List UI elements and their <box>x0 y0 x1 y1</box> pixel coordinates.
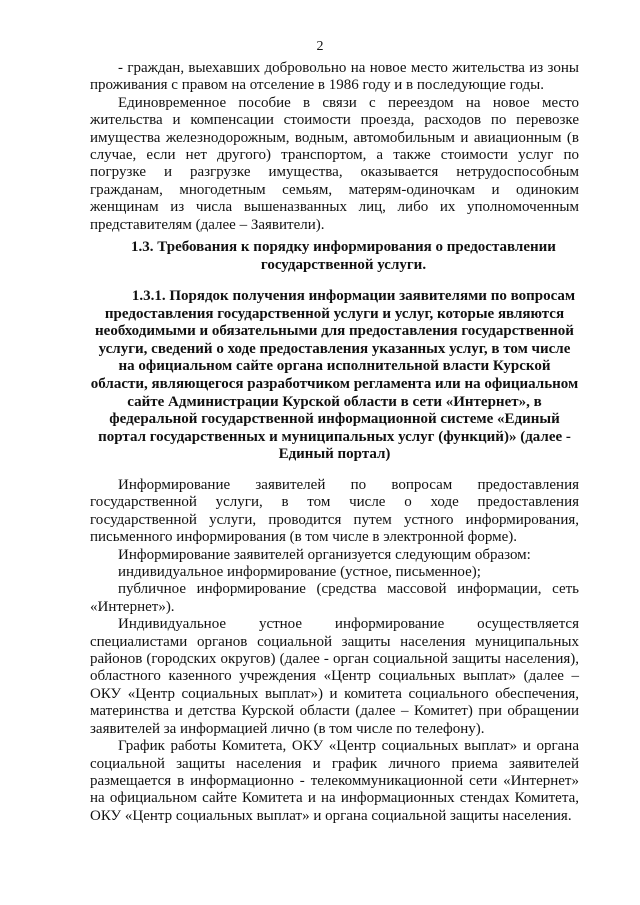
page-number: 2 <box>316 39 324 54</box>
intro-paragraph-2: Единовременное пособие в связи с переездом на новое место жительства и компенсации стоимости проезда, расходов по перевозке имущества железнодорожным, водным, автомобильным и авиационным (в случае, если нет другого) транспортом, а также стоимости услуг по погрузке и разгрузке имущества, оказывается нетрудоспособным гражданам, многодетным семьям, матерям-одиночкам и одиноким женщинам из числа вышеназванных лиц, либо их уполномоченным представителям (далее – Заявители). <box>90 94 579 233</box>
body-paragraph-5: Индивидуальное устное информирование осуществляется специалистами органов социальной защиты населения муниципальных районов (городских округов) (далее - орган социальной защиты населения), областного казенного учреждения «Центр социальных выплат» (далее – ОКУ «Центр социальных выплат») и комитета социального обеспечения, материнства и детства Курской области (далее – Комитет) при обращении заявителей за информацией лично (в том числе по телефону). <box>90 616 579 737</box>
section-heading-1-3-block <box>90 239 579 274</box>
intro-paragraph-1: - граждан, выехавших добровольно на новое место жительства из зоны проживания с правом на отселение в 1986 году и в последующие годы. <box>90 60 579 94</box>
subsection-heading-1-3-1-block <box>90 288 579 464</box>
body-paragraph-1: Информирование заявителей по вопросам предоставления государственной услуги, в том числе о ходе предоставления государственной услуги, проводится путем устного информирования, письменного информирования (в том числе в электронной форме). <box>90 477 579 546</box>
subsection-heading-1-3-1: 1.3.1. Порядок получения информации заявителями по вопросам предоставления государственной услуги и услуг, которые являются необходимыми и обязательными для предоставления государственной услуги, сведений о ходе предоставления указанных услуг, в том числе на официальном сайте органа исполнительной власти Курской области, являющегося разработчиком регламента или на официальном сайте Администрации Курской области в сети «Интернет», в федеральной государственной информационной системе «Единый портал государственных и муниципальных услуг (функций)» (далее - Единый портал) <box>90 288 579 463</box>
intro-section <box>90 60 579 234</box>
body-paragraph-3: индивидуальное информирование (устное, письменное); <box>118 564 481 581</box>
section-heading-1-3: 1.3. Требования к порядку информирования о предоставлении государственной услуги. <box>131 239 556 273</box>
body-section <box>90 477 579 825</box>
body-paragraph-6: График работы Комитета, ОКУ «Центр социальных выплат» и органа социальной защиты населения и график личного приема заявителей размещается в информационно - телекоммуникационной сети «Интернет» на официальном сайте Комитета и на информационных стендах Комитета, ОКУ «Центр социальных выплат» и органа социальной защиты населения. <box>90 738 579 824</box>
body-paragraph-2: Информирование заявителей организуется следующим образом: <box>118 546 531 563</box>
body-paragraph-4: публичное информирование (средства массовой информации, сеть «Интернет»). <box>90 581 579 615</box>
